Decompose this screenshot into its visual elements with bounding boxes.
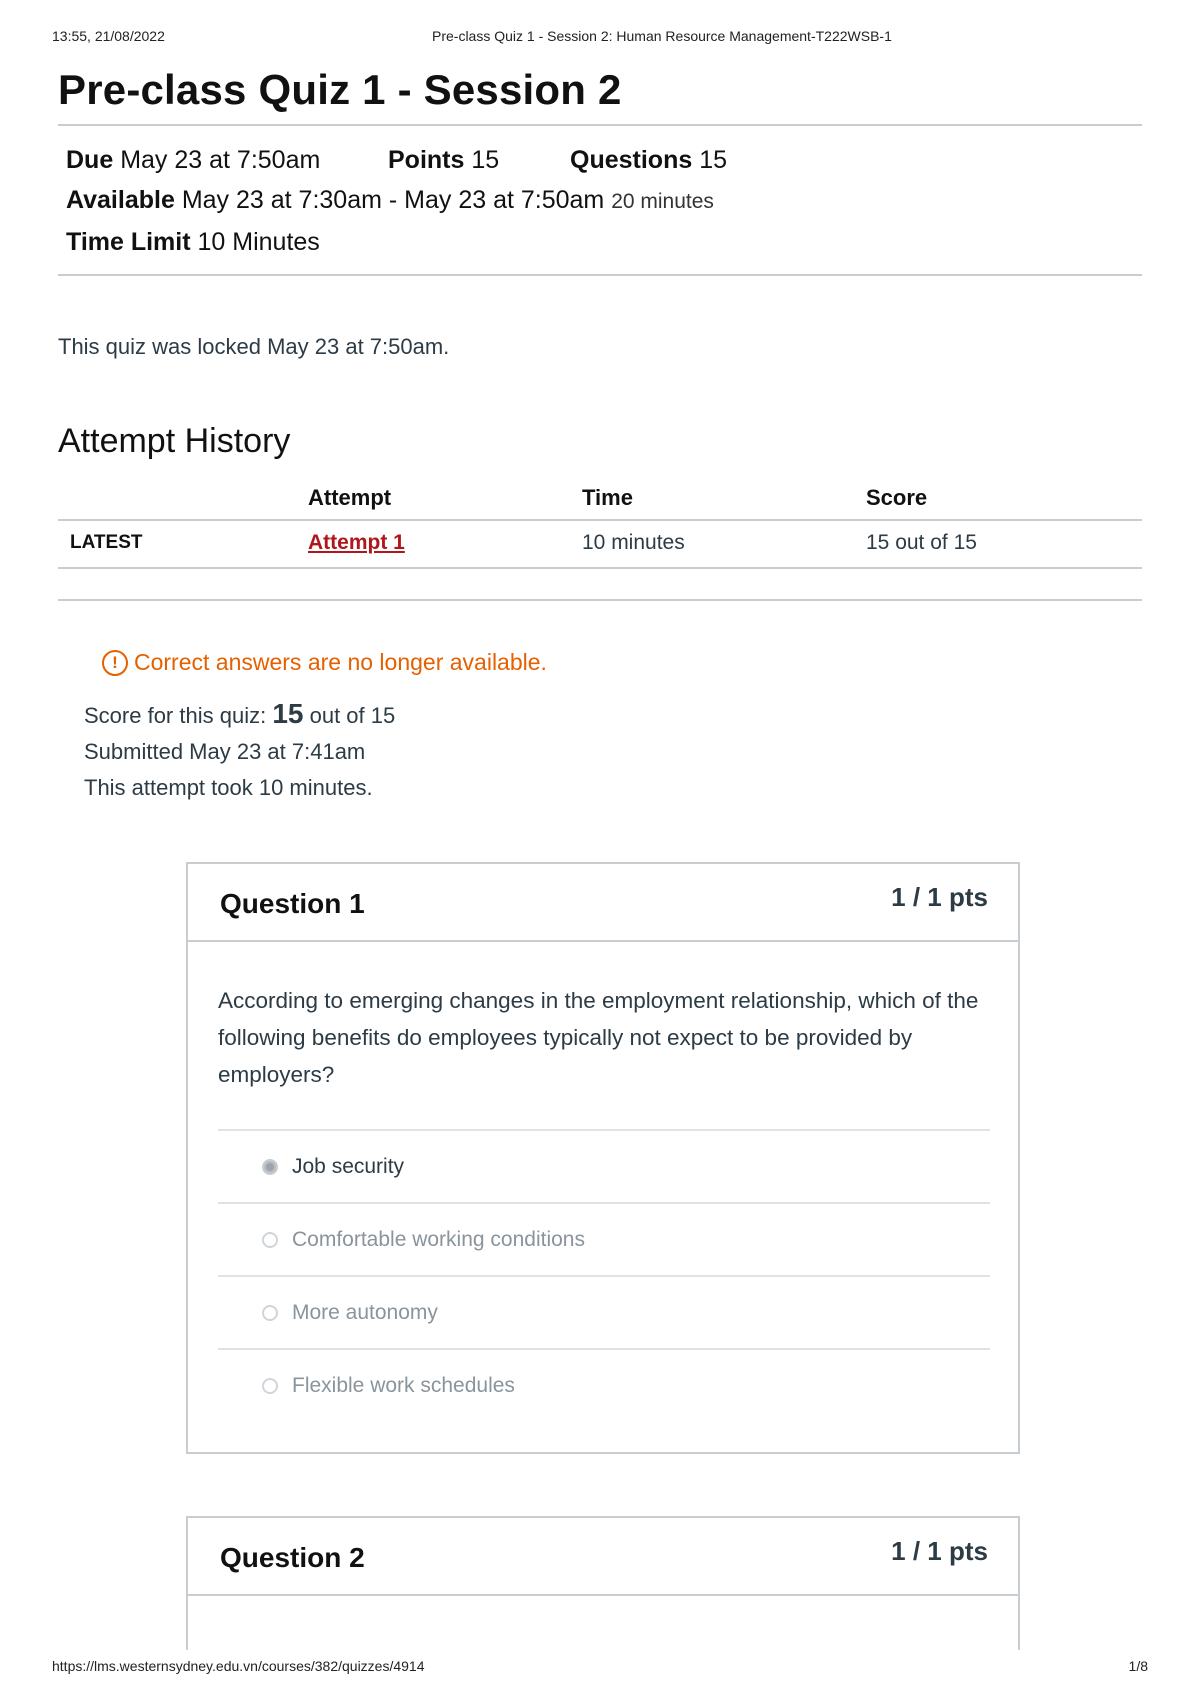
radio-icon[interactable] xyxy=(262,1232,278,1248)
correct-answers-notice xyxy=(102,649,1142,676)
score-line xyxy=(84,696,1142,734)
duration-text: This attempt took 10 minutes. xyxy=(84,775,373,800)
score-suffix: out of 15 xyxy=(309,703,396,728)
submitted-text: Submitted May 23 at 7:41am xyxy=(84,739,366,764)
attempt-cell xyxy=(296,520,570,568)
print-document-title: Pre-class Quiz 1 - Session 2: Human Resource Management-T222WSB-1 xyxy=(432,28,892,44)
points-field xyxy=(388,140,570,180)
answer-option[interactable] xyxy=(218,1131,990,1204)
question-points: 1 / 1 pts xyxy=(891,882,988,912)
print-url: https://lms.westernsydney.edu.vn/courses/382/quizzes/4914 xyxy=(52,1658,425,1674)
attempt-history-heading: Attempt History xyxy=(58,422,291,460)
answer-option[interactable] xyxy=(218,1277,990,1350)
score-summary xyxy=(84,696,1142,806)
latest-tag: LATEST xyxy=(58,520,296,568)
available-field xyxy=(66,180,1134,222)
question-text: According to emerging changes in the employment relationship, which of the following benefits do employees typically not expect to be provided by employers? xyxy=(218,988,979,1087)
time-limit-field xyxy=(66,222,1134,262)
column-header xyxy=(58,479,296,520)
time-cell: 10 minutes xyxy=(570,520,854,568)
score-cell: 15 out of 15 xyxy=(854,520,1142,568)
due-label: Due xyxy=(66,146,114,174)
score-value: 15 xyxy=(272,698,304,729)
due-field xyxy=(66,140,388,180)
time-limit-value: 10 Minutes xyxy=(197,228,320,256)
question-card xyxy=(186,1516,1020,1650)
question-header xyxy=(188,1518,1018,1596)
available-label: Available xyxy=(66,186,175,214)
question-card xyxy=(186,862,1020,1454)
notice-text: Correct answers are no longer available. xyxy=(134,649,547,675)
quiz-content xyxy=(58,60,1142,806)
answer-option[interactable] xyxy=(218,1204,990,1277)
warning-icon: ! xyxy=(102,650,128,676)
available-value: May 23 at 7:30am - May 23 at 7:50am xyxy=(181,186,605,214)
answer-option[interactable] xyxy=(218,1350,990,1421)
due-value: May 23 at 7:50am xyxy=(120,146,321,174)
radio-icon[interactable] xyxy=(262,1378,278,1394)
answer-label: More autonomy xyxy=(292,1300,438,1324)
available-duration: 20 minutes xyxy=(611,190,714,213)
time-limit-label: Time Limit xyxy=(66,228,191,256)
radio-selected-icon[interactable] xyxy=(262,1159,278,1175)
questions-field xyxy=(570,140,727,180)
quiz-details xyxy=(58,126,1142,274)
answer-label: Flexible work schedules xyxy=(292,1373,515,1397)
table-row xyxy=(58,520,1142,568)
answer-label: Job security xyxy=(292,1154,405,1178)
questions-value: 15 xyxy=(699,146,728,174)
attempt-link[interactable]: Attempt 1 xyxy=(308,531,405,554)
divider xyxy=(58,274,1142,276)
question-header xyxy=(188,864,1018,942)
print-timestamp: 13:55, 21/08/2022 xyxy=(52,28,165,44)
print-header xyxy=(52,28,1148,48)
table-header-row xyxy=(58,479,1142,520)
questions-label: Questions xyxy=(570,146,693,174)
question-title: Question 1 xyxy=(220,888,365,919)
points-label: Points xyxy=(388,146,465,174)
question-points: 1 / 1 pts xyxy=(891,1536,988,1566)
question-title: Question 2 xyxy=(220,1542,365,1573)
score-label: Score for this quiz: xyxy=(84,703,267,728)
points-value: 15 xyxy=(471,146,500,174)
radio-icon[interactable] xyxy=(262,1305,278,1321)
attempt-history-table xyxy=(58,479,1142,569)
column-header: Time xyxy=(570,479,854,520)
locked-message: This quiz was locked May 23 at 7:50am. xyxy=(58,334,450,359)
page-title: Pre-class Quiz 1 - Session 2 xyxy=(58,66,622,113)
column-header: Score xyxy=(854,479,1142,520)
answer-label: Comfortable working conditions xyxy=(292,1227,585,1251)
question-body xyxy=(188,942,1018,1461)
page-number: 1/8 xyxy=(1128,1658,1148,1674)
divider xyxy=(58,599,1142,601)
answer-list xyxy=(218,1129,990,1421)
column-header: Attempt xyxy=(296,479,570,520)
